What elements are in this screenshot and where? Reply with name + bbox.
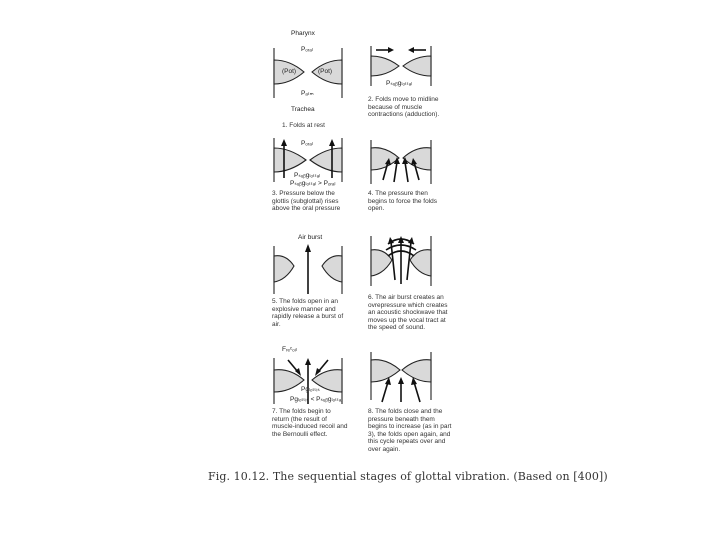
- label-p-subglottal-2: Pₛᵤᵦɡₗₒₜₜₐₗ: [386, 80, 413, 87]
- label-p-glottis: Pɡₗₒₜₜᵢₛ: [301, 386, 320, 393]
- label-p-oral: Pₒᵣₐₗ: [301, 46, 313, 53]
- panel-6-shockwave: [366, 230, 448, 332]
- caption-4: 4. The pressure then begins to force the folds open.: [368, 190, 438, 213]
- label-p-subglottal-3: Pₛᵤᵦɡₗₒₜₜₐₗ: [294, 172, 321, 179]
- panel-8-diagram: [366, 348, 436, 404]
- caption-2: 2. Folds move to midline because of muscle contractions (adduction).: [368, 96, 440, 119]
- label-f-recoil: Fᵣₑᶜₒᵢₗ: [282, 346, 297, 353]
- caption-3: 3. Pressure below the glottis (subglottal) rises above the oral pressure: [272, 190, 341, 213]
- label-p-ot-left: (Pot): [282, 68, 297, 75]
- caption-8: 8. The folds close and the pressure beneath them begins to increase (as in part 3), the folds open again, and this cycle repeats over and over again.: [368, 408, 452, 453]
- panel-4-folds-forced-open: [366, 136, 438, 213]
- caption-5: 5. The folds open in an explosive manner and rapidly release a burst of air.: [272, 298, 344, 328]
- panel-2-adduction: [366, 42, 440, 119]
- caption-6: 6. The air burst creates an ovrepressure which creates an acoustic shockwave that moves up the vocal tract at the speed of sound.: [368, 294, 448, 332]
- label-p-atm: Pₐₜₘ: [301, 90, 314, 97]
- label-p-oral-3: Pₒᵣₐₗ: [301, 140, 313, 147]
- label-air-burst: Air burst: [298, 234, 323, 241]
- figure-caption: Fig. 10.12. The sequential stages of glottal vibration. (Based on [400]): [208, 470, 608, 483]
- panel-6-diagram: [366, 230, 436, 290]
- panel-4-diagram: [366, 136, 436, 188]
- panel-8-cycle-repeats: [366, 348, 452, 453]
- label-p-ot-right: (Pot): [318, 68, 333, 75]
- caption-7: 7. The folds begin to return (the result of muscle-induced recoil and the Bernoulli effect.: [272, 408, 348, 438]
- label-pharynx: Pharynx: [291, 30, 315, 37]
- caption-1: 1. Folds at rest: [282, 122, 325, 129]
- label-compare-3: Pₛᵤᵦɡₗₒₜₜₐₗ > Pₒᵣₐₗ: [290, 180, 336, 187]
- panel-3-pressure-rises: [268, 134, 348, 213]
- label-trachea: Trachea: [291, 106, 315, 113]
- panel-5-diagram: [268, 240, 348, 298]
- label-compare-7: Pɡₗₒₜₜᵢₛ < Pₛᵤᵦɡₗₒₜₜₐₗ: [290, 396, 343, 403]
